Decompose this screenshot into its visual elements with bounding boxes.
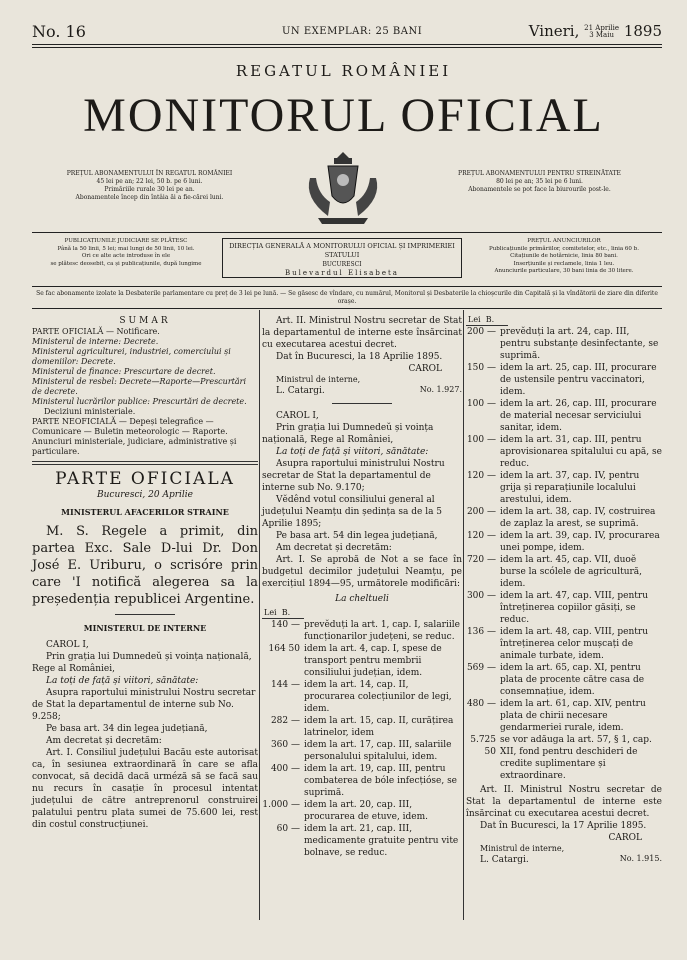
date-new-style: 3 Maiu: [589, 31, 614, 39]
minister-label: Ministrul de interne,: [480, 844, 565, 853]
summary-item: Ministerul de interne: Decrete.: [32, 337, 159, 346]
issue-number: No. 16: [32, 22, 86, 41]
minister-label: Ministrul de interne,: [276, 375, 361, 384]
decree-king: CAROL I,: [46, 640, 89, 650]
bani-header: B.: [281, 608, 291, 617]
expense-amount: 150 —: [466, 363, 496, 373]
expense-row: [466, 662, 662, 698]
expense-row: [262, 823, 462, 859]
expense-amount: 360 —: [270, 740, 300, 750]
column-divider: [259, 310, 260, 920]
masthead-top: [32, 22, 662, 44]
expense-row: [262, 643, 462, 679]
expense-description: idem la art. 14, cap. II, procurarea colecțiunilor de legi, idem.: [304, 680, 452, 714]
advert-rates: [466, 238, 662, 276]
expense-row: [466, 362, 662, 398]
decree-paragraph: Pe basa art. 34 din legea județiană,: [46, 724, 208, 734]
decree-paragraph: Prin grația lui Dumnedeŭ și voința națională, Rege al României,: [32, 652, 252, 674]
subscription-notice: Se fac abonamente izolate la Desbaterile parlamentare cu preț de 3 lei pe lună. — Se găsesc de vîndare, cu numărul, Monitorul și Desbaterile la chioșcurile din Capitală și la vîndătorii de ziare din diferite orașe.: [36, 290, 658, 305]
summary-item: PARTE OFICIALĂ — Notificare.: [32, 327, 160, 336]
subscription-domestic-rural: Primăriile rurale 30 lei pe an.: [104, 186, 195, 193]
summary-item: PARTE NEOFICIALĂ — Depeși telegrafice — Comunicare — Buletin meteorologic — Raporte.: [32, 417, 228, 436]
signature-row: [262, 385, 462, 397]
summary-item: Anunciuri ministeriale, judiciare, administrative și particulare.: [32, 437, 237, 456]
subscription-domestic-note: Abonamentele încep din întâia ăi a fie-cărei luni.: [75, 194, 224, 201]
decree-paragraph: Dat în Bucuresci, la 17 Aprilie 1895.: [480, 821, 647, 831]
judicial-rates-line: se plătesc deosebit, ca și publicațiunile, după lungime: [50, 260, 202, 267]
issue-day: Vineri,: [528, 22, 580, 40]
issue-date: [529, 22, 662, 40]
expense-amount: 144 —: [270, 680, 300, 690]
decree-paragraph: Am decretat și decretăm:: [276, 543, 392, 553]
expense-amount: 569 —: [466, 663, 496, 673]
section-rule: [32, 461, 258, 465]
advert-rates-line: Publicațiunile primăriilor, comitetelor, etc., linia 60 b.: [489, 245, 639, 252]
expense-amount: 100 —: [466, 399, 496, 409]
summary-item: Ministerul de resbel: Decrete—Raporte—Prescurtări de decrete.: [32, 377, 247, 396]
decree-number: No. 1.915.: [619, 854, 662, 863]
expense-row: [466, 734, 662, 782]
separator: [332, 403, 392, 404]
expense-description: idem la art. 61, cap. XIV, pentru plata de chirii necesare gendarmeriei rurale, idem.: [500, 699, 646, 733]
expense-description: idem la art. 39, cap. IV, procurarea unei pompe, idem.: [500, 531, 660, 553]
lei-header: Lei: [468, 315, 481, 324]
expense-amount: 200 —: [466, 327, 496, 337]
expense-row: [466, 506, 662, 530]
expense-description: se vor adăuga la art. 57, § 1, cap. XII, fond pentru deschideri de credite suplimentare și extraordinare.: [500, 735, 652, 781]
issue-price: UN EXEMPLAR: 25 BANI: [282, 26, 423, 37]
expense-row: [466, 434, 662, 470]
signature-row: [466, 854, 662, 866]
expense-row: [262, 799, 462, 823]
decree-number: No. 1.927.: [419, 385, 462, 394]
summary-item: Ministerul lucrărilor publice: Prescurtări de decrete.: [32, 397, 247, 406]
expense-description: idem la art. 47, cap. VIII, pentru întreținerea copiilor găsiți, se reduc.: [500, 591, 649, 625]
header-rule-5: [32, 308, 662, 309]
expense-row: [262, 619, 462, 643]
subscription-foreign-note: Abonamentele se pot face la biurourile post-le.: [468, 186, 611, 193]
dateline: Bucuresci, 20 Aprilie: [97, 490, 193, 500]
expense-amount: 164 50: [268, 644, 300, 654]
direction-title: DIRECȚIA GENERALĂ A MONITORULUI OFICIAL ȘI IMPRIMERIEI STATULUI: [229, 242, 455, 259]
issue-date-stack: [584, 25, 619, 39]
amount-column-header: [466, 315, 508, 326]
expense-description: idem la art. 45, cap. VII, duoĕ burse la scólele de agricultură, idem.: [500, 555, 643, 589]
summary-item: Ministerul de finance: Prescurtare de decret.: [32, 367, 216, 376]
advert-rates-line: Citațiunile de hotărnicie, linia 80 bani.: [510, 253, 618, 259]
decree-paragraph: Asupra raportului ministrului Nostru secretar de Stat la departamentul de interne sub No. 9.170;: [262, 459, 445, 493]
header-rule-2: [32, 47, 662, 48]
expense-list: [466, 326, 662, 782]
column-divider: [463, 310, 464, 920]
decree-paragraph: Vĕdênd votul consiliului general al județului Neamțu din ședința sa de la 5 Aprilie 1895;: [262, 495, 443, 529]
expense-amount: 200 —: [466, 507, 496, 517]
expense-row: [466, 530, 662, 554]
expense-amount: 480 —: [466, 699, 496, 709]
decree-king: CAROL I,: [276, 411, 319, 421]
column-1: [32, 315, 258, 831]
expense-row: [466, 398, 662, 434]
column-3: [466, 315, 662, 866]
date-old-style: 21 Aprilie: [584, 24, 620, 32]
expense-amount: 100 —: [466, 435, 496, 445]
expense-amount: 60 —: [276, 824, 300, 834]
subscription-foreign: [432, 170, 647, 194]
royal-signature: CAROL: [408, 364, 442, 374]
advert-rates-line: Inserțiunile și reclamele, linia 1 leu.: [513, 260, 615, 267]
subscription-foreign-price: 80 lei pe an; 35 lei pe 6 luni.: [496, 178, 583, 185]
decree-paragraph: Prin grația lui Dumnedeŭ și voința națională, Rege al României,: [262, 423, 434, 445]
minister-name: L. Catargi.: [480, 855, 529, 865]
expense-description: idem la art. 26, cap. III, procurare de material necesar serviciului sanitar, idem.: [500, 399, 657, 433]
decree-paragraph: Dat în Bucuresci, la 18 Aprilie 1895.: [276, 352, 443, 362]
expense-amount: 1.000 —: [262, 800, 300, 810]
expense-amount: 282 —: [270, 716, 300, 726]
expense-row: [466, 590, 662, 626]
decree-paragraph: Art. I. Se aprobă de Not a se face în budgetul decimilor județului Neamțu, pe exercițiul 1894—95, următorele modificări:: [262, 555, 462, 589]
decree-paragraph: La toți de față și viitori, sănătate:: [46, 676, 199, 686]
expense-description: idem la art. 31, cap. III, pentru aprovisionarea spitalului cu apă, se reduc.: [500, 435, 662, 469]
decree-paragraph: Am decretat și decretăm:: [46, 736, 162, 746]
minister-name: L. Catargi.: [276, 386, 325, 396]
expense-row: [262, 739, 462, 763]
decree-paragraph: Art. II. Ministrul Nostru secretar de Stat la departamentul de interne este însărcinat cu executarea acestui decret.: [466, 785, 662, 819]
judicial-rates: [32, 238, 220, 268]
bani-header: B.: [485, 315, 495, 324]
expense-amount: 400 —: [270, 764, 300, 774]
expenses-heading: La cheltueli: [335, 594, 389, 604]
expense-description: prevĕduți la art. 1, cap. I, salariile funcționarilor județeni, se reduc.: [304, 620, 460, 642]
kingdom-title: REGATUL ROMÂNIEI: [235, 62, 452, 80]
separator: [115, 614, 175, 615]
direction-box: [222, 238, 462, 278]
direction-city: BUCURESCI: [322, 261, 362, 268]
decree-paragraph: Asupra raportului ministrului Nostru secretar de Stat la departamentul de interne sub No. 9.258;: [32, 688, 256, 722]
expense-row: [262, 679, 462, 715]
expense-row: [466, 698, 662, 734]
subscription-domestic-title: PREȚUL ABONAMENTULUI ÎN REGATUL ROMÂNIEI: [66, 170, 233, 177]
ministry-heading: MINISTERUL DE INTERNE: [83, 623, 207, 633]
expense-row: [466, 326, 662, 362]
issue-year: 1895: [623, 22, 662, 40]
expense-list: [262, 619, 462, 859]
summary-item: Ministerul agriculturei, industriei, comerciului și domeniilor: Decrete.: [32, 347, 231, 366]
expense-description: idem la art. 15, cap. II, curățirea latrinelor, idem: [304, 716, 454, 738]
expense-description: idem la art. 48, cap. VIII, pentru întreținerea celor mușcați de animale turbate, idem.: [500, 627, 649, 661]
expense-row: [466, 554, 662, 590]
judicial-rates-line: Ori ce alte acte introduse în ele: [81, 253, 171, 259]
direction-address: Bulevardul Elisabeta: [285, 269, 399, 277]
amount-column-header: [262, 608, 304, 619]
expense-description: idem la art. 65, cap. XI, pentru plata de procente către casa de consemnațiue, idem.: [500, 663, 645, 697]
judicial-rates-line: Până la 50 linii, 5 lei; mai lungi de 50 linii, 10 lei.: [57, 245, 195, 252]
expense-row: [466, 470, 662, 506]
lei-header: Lei: [264, 608, 277, 617]
subscription-domestic: [42, 170, 257, 202]
expense-row: [466, 626, 662, 662]
advert-rates-line: Anunciurile particulare, 30 bani linia de 30 litere.: [494, 268, 634, 274]
decree-paragraph: Pe basa art. 54 din legea județiană,: [276, 531, 438, 541]
expense-row: [262, 715, 462, 739]
subscription-foreign-title: PREȚUL ABONAMENTULUI PENTRU STREINĂTATE: [458, 170, 621, 177]
expense-amount: 300 —: [466, 591, 496, 601]
expense-description: idem la art. 21, cap. III, medicamente gratuite pentru vite bolnave, se reduc.: [304, 824, 459, 858]
decree-paragraph: Art. II. Ministrul Nostru secretar de Stat la departamentul de interne este însărcinat cu executarea acestui decret.: [262, 316, 462, 350]
official-part-heading: PARTE OFICIALA: [55, 469, 235, 489]
expense-amount: 5.725 50: [470, 735, 496, 757]
column-2: [262, 315, 462, 859]
expense-amount: 136 —: [466, 627, 496, 637]
coat-of-arms-icon: [298, 148, 388, 228]
advert-rates-title: PREȚUL ANUNCIURILOR: [527, 238, 601, 244]
expense-amount: 720 —: [466, 555, 496, 565]
expense-description: idem la art. 20, cap. III, procurarea de etuve, idem.: [304, 800, 429, 822]
header-rule-4: [32, 286, 662, 287]
judicial-rates-title: PUBLICAȚIUNILE JUDICIARE SE PLĂTESC: [64, 238, 188, 244]
subscription-domestic-price: 45 lei pe an; 22 lei, 50 b. pe 6 luni.: [96, 178, 203, 185]
expense-amount: 120 —: [466, 471, 496, 481]
expense-description: idem la art. 38, cap. IV, costruirea de zaplaz la arest, se suprimă.: [500, 507, 656, 529]
summary-list: [32, 327, 258, 457]
decree-paragraph: La toți de față și viitori, sănătate:: [276, 447, 429, 457]
expense-row: [262, 763, 462, 799]
expense-amount: 120 —: [466, 531, 496, 541]
expense-description: prevĕduți la art. 24, cap. III, pentru substanțe desinfectante, se suprimă.: [500, 327, 659, 361]
decree-paragraph: Art. I. Consiliul județului Bacău este autorisat ca, în sesiunea extraordinară în care se afla convocat, să decidă dacă urméză să se facă sau nu recurs în casație în procesul intentat județului de către antreprenorul construirei palatului pentru plata sumei de 75.600 lei, rest din costul construcțiunei.: [32, 748, 258, 830]
expense-description: idem la art. 19, cap. III, pentru combaterea de bóle infecțióse, se suprimă.: [304, 764, 458, 798]
summary-title: SUMAR: [119, 316, 171, 326]
summary-item: Deciziuni ministeriale.: [44, 407, 136, 416]
expense-description: idem la art. 37, cap. IV, pentru grija și reparațiunile localului arestului, idem.: [500, 471, 640, 505]
royal-signature: CAROL: [608, 833, 642, 843]
expense-description: idem la art. 25, cap. III, procurare de ustensile pentru vaccinatori, idem.: [500, 363, 657, 397]
ministry-heading: MINISTERUL AFACERILOR STRAINE: [61, 507, 229, 517]
header-rule: [32, 44, 662, 45]
expense-description: idem la art. 17, cap. III, salariile personalului spitalului, idem.: [304, 740, 452, 762]
newspaper-title: MONITORUL OFICIAL: [83, 89, 604, 142]
notification-text: M. S. Regele a primit, din partea Exc. Sale D-lui Dr. Don José E. Uriburu, o scrisóre prin care 'I notifică alegerea sa la președenția republicei Argentine.: [32, 524, 258, 607]
expense-description: idem la art. 4, cap. I, spese de transport pentru membrii consiliului județian, idem.: [304, 644, 442, 678]
expense-amount: 140 —: [270, 620, 300, 630]
header-rule-3: [32, 232, 662, 233]
